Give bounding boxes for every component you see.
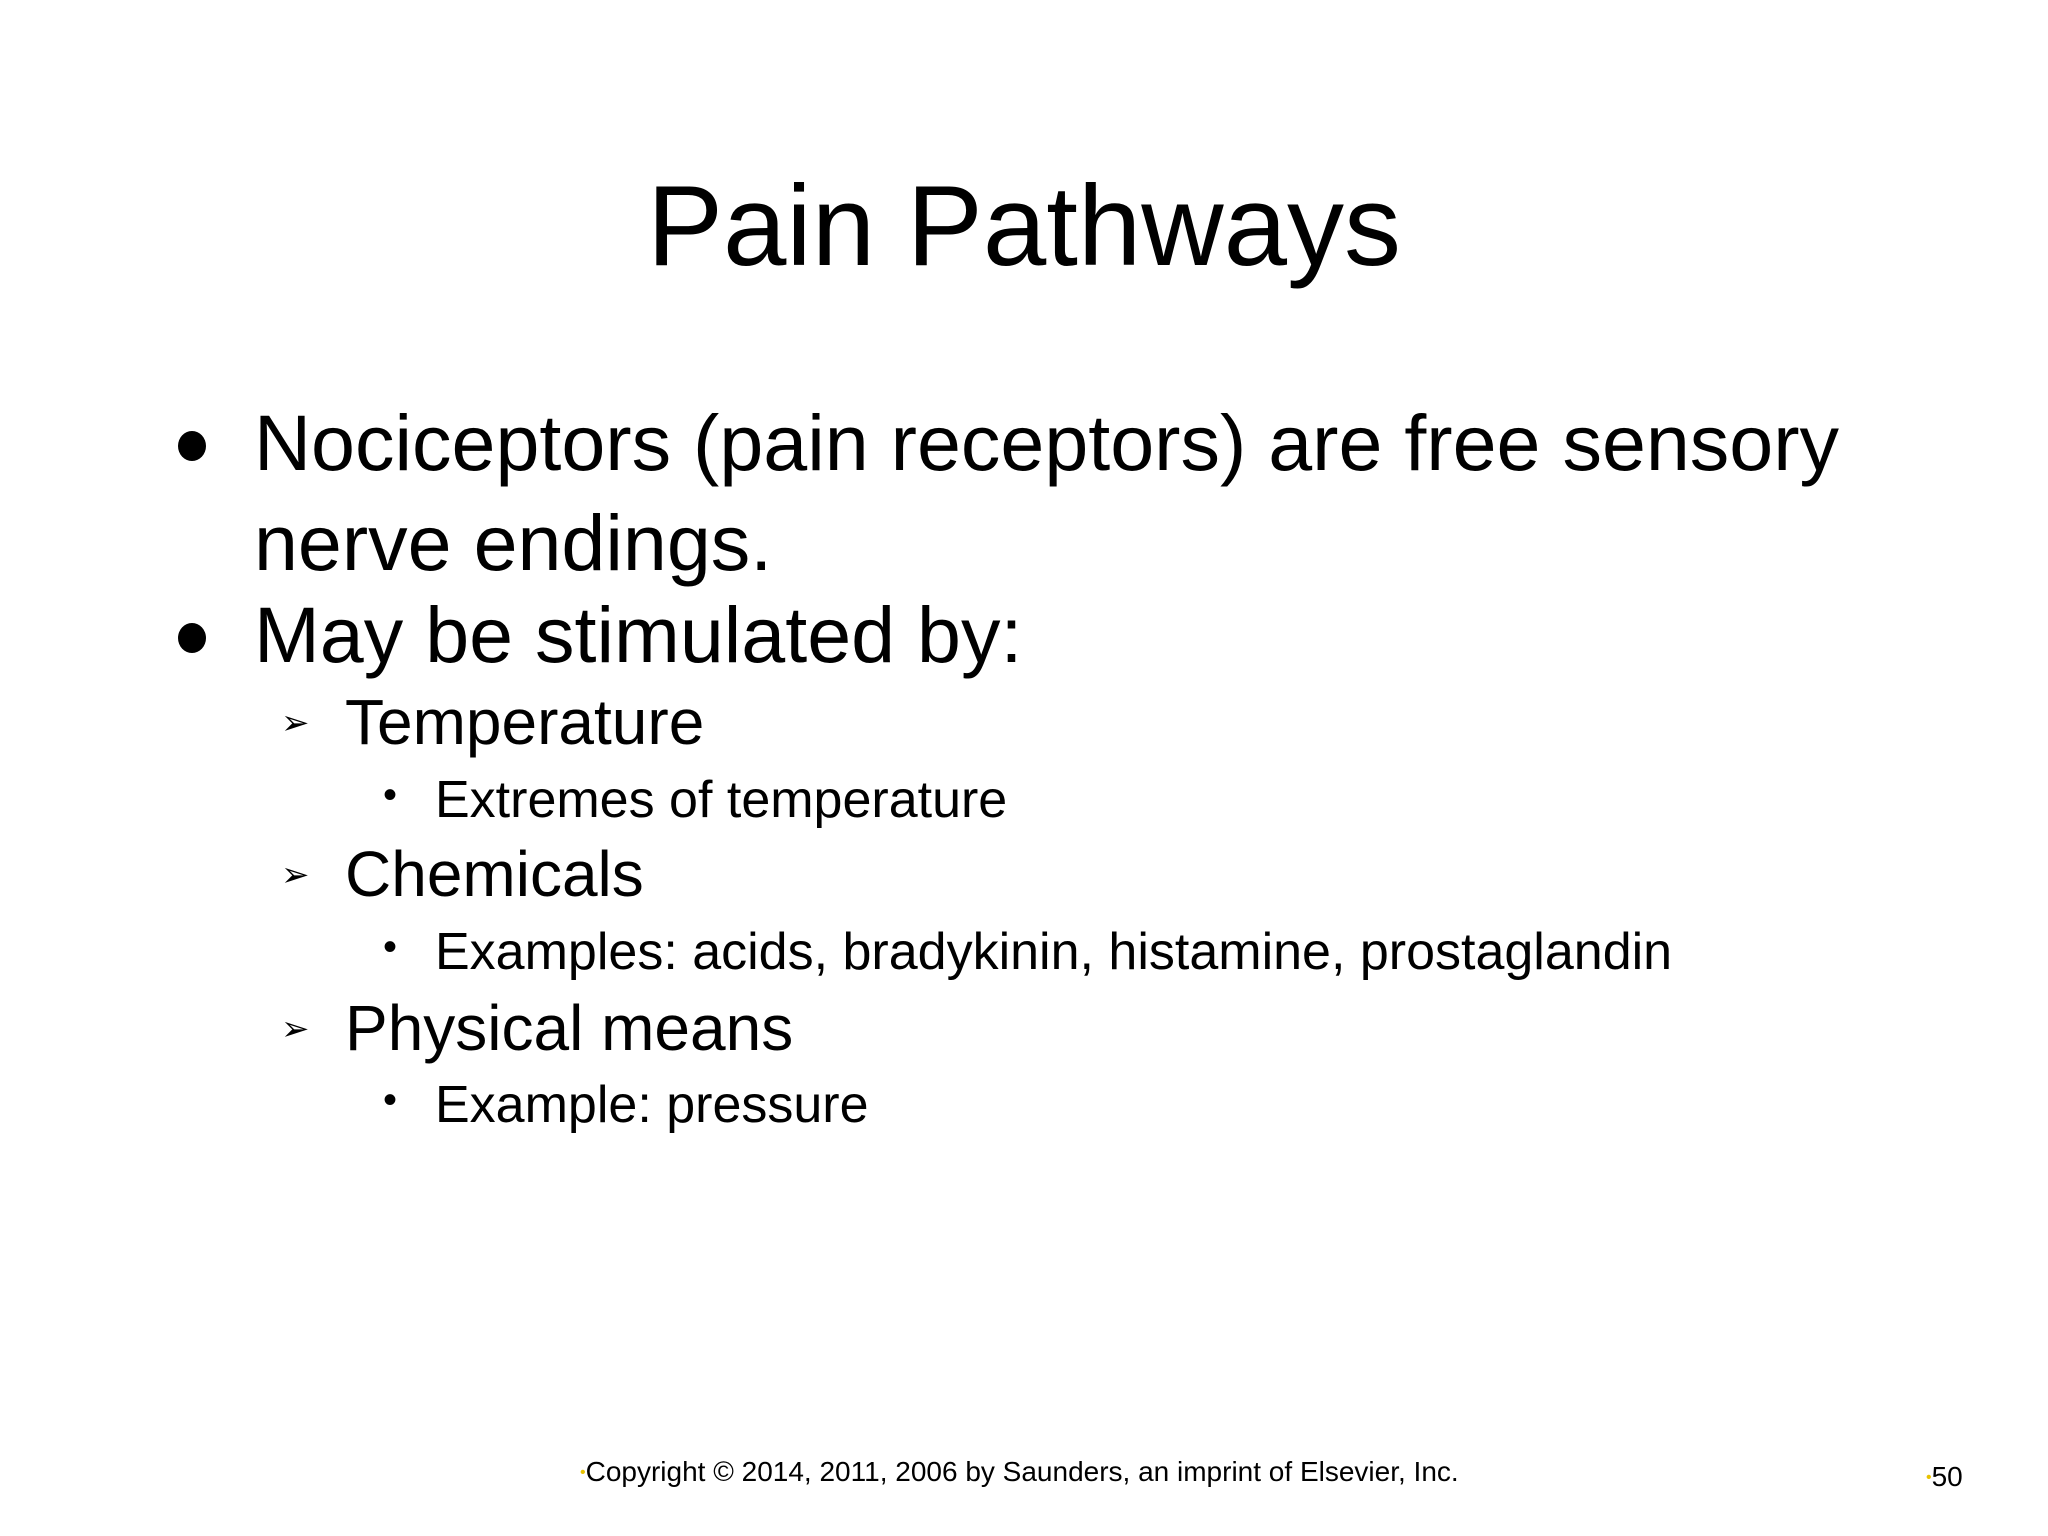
sub-item: [281, 684, 705, 760]
dot-bullet-icon: •: [383, 1078, 398, 1122]
bullet-text: May be stimulated by:: [254, 590, 1023, 679]
detail-text: Extremes of temperature: [435, 771, 1008, 829]
sub-item-label: Physical means: [345, 992, 794, 1064]
detail-item: [383, 922, 1673, 982]
slide-title: Pain Pathways: [646, 163, 1402, 290]
dot-bullet-icon: •: [383, 773, 398, 817]
footer-marker-icon: •: [580, 1464, 586, 1481]
copyright-text: Copyright © 2014, 2011, 2006 by Saunders, an imprint of Elsevier, Inc.: [585, 1456, 1459, 1487]
sub-item-label: Temperature: [345, 686, 705, 758]
copyright-footer: [580, 1455, 1459, 1490]
bullet-dot-icon: [178, 431, 206, 461]
bullet-item: [254, 585, 1934, 685]
sub-item-label: Chemicals: [345, 838, 644, 910]
dot-bullet-icon: •: [383, 925, 398, 969]
sub-item: [281, 836, 644, 912]
sub-item: [281, 990, 794, 1066]
arrow-bullet-icon: ➢: [281, 855, 310, 895]
page-number-text: 50: [1931, 1461, 1963, 1492]
detail-text: Example: pressure: [435, 1076, 869, 1134]
detail-item: [383, 1075, 869, 1135]
bullet-text: Nociceptors (pain receptors) are free sensory nerve endings.: [254, 398, 1840, 587]
bullet-dot-icon: [178, 623, 206, 653]
detail-text: Examples: acids, bradykinin, histamine, prostaglandin: [435, 923, 1673, 981]
arrow-bullet-icon: ➢: [281, 703, 310, 743]
detail-item: [383, 770, 1008, 830]
page-marker-icon: •: [1926, 1469, 1932, 1486]
arrow-bullet-icon: ➢: [281, 1009, 310, 1049]
bullet-item: [254, 393, 1934, 593]
page-number: [1926, 1460, 1963, 1495]
